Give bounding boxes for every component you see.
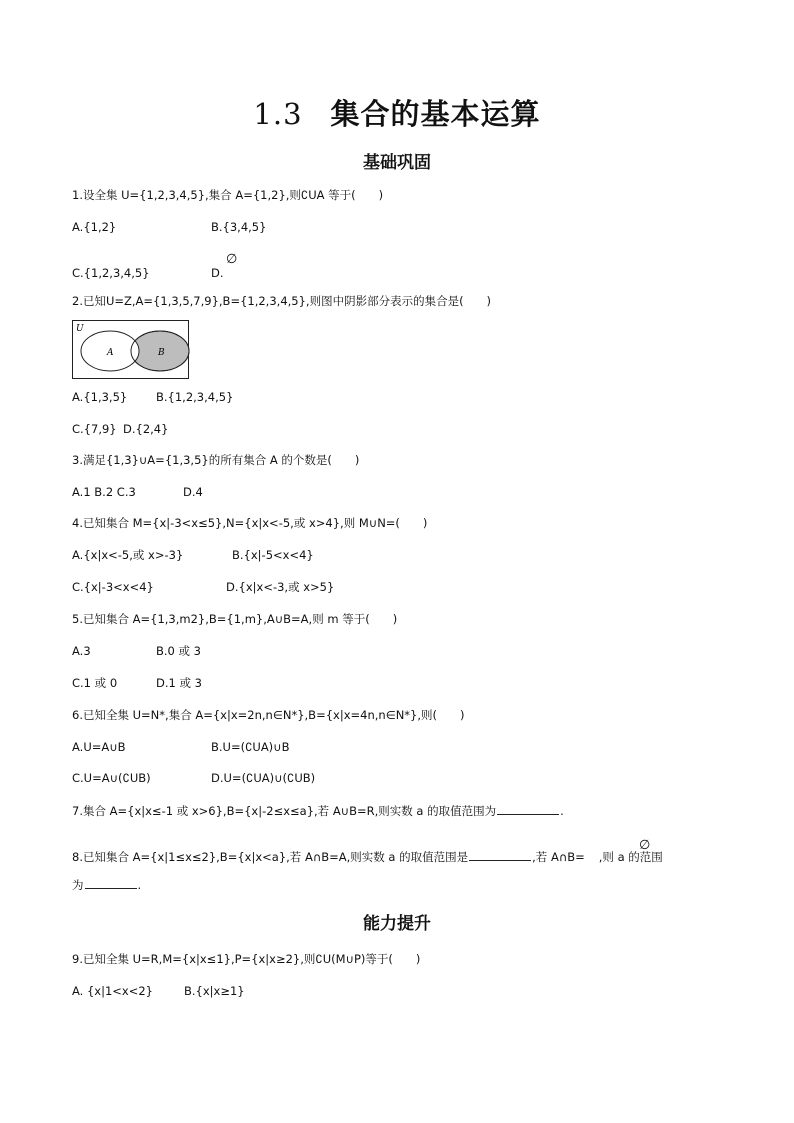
q9-option-b: B.{x|x≥1} [184, 984, 245, 998]
set-a-label: A [107, 348, 114, 358]
q8-emptyset-symbol: ∅ [639, 838, 651, 853]
q8-line2: 为 [72, 878, 84, 892]
question-8-line2 [72, 877, 141, 893]
q4-option-a: A.{x|x<-5,或 x>-3} [72, 548, 184, 562]
question-6: 6.已知全集 U=N*,集合 A={x|x=2n,n∈N*},B={x|x=4n,n∈N*},则( ) [72, 708, 465, 722]
q1-option-b: B.{3,4,5} [211, 220, 267, 234]
q7-stem: 7.集合 A={x|x≤-1 或 x>6},B={x|-2≤x≤a},若 A∪B=R,则实数 a 的取值范围为 [72, 804, 497, 818]
section-heading-advanced: 能力提升 [363, 914, 431, 934]
q2-option-c: C.{7,9} [72, 422, 117, 436]
q7-answer-blank [497, 803, 559, 815]
q3-options-abc: A.1 B.2 C.3 [72, 485, 136, 499]
q1-option-c: C.{1,2,3,4,5} [72, 266, 150, 280]
q7-end: . [560, 804, 564, 818]
q4-option-c: C.{x|-3<x<4} [72, 580, 154, 594]
question-4: 4.已知集合 M={x|-3<x≤5},N={x|x<-5,或 x>4},则 M∪N=( ) [72, 516, 428, 530]
page-title [0, 92, 794, 133]
q1-option-d: D. [211, 266, 224, 280]
q9-option-a: A. {x|1<x<2} [72, 984, 153, 998]
q2-option-d: D.{2,4} [123, 422, 169, 436]
universe-label: U [76, 324, 84, 334]
q6-option-a: A.U=A∪B [72, 740, 126, 754]
q5-option-c: C.1 或 0 [72, 676, 118, 690]
q2-option-a: A.{1,3,5} [72, 390, 128, 404]
q6-option-b: B.U=(∁UA)∪B [211, 740, 290, 754]
q4-option-d: D.{x|x<-3,或 x>5} [226, 580, 335, 594]
q8-part3: ,则 a 的范围 [598, 850, 663, 864]
q8-answer-blank-1 [469, 849, 531, 861]
question-5: 5.已知集合 A={1,3,m2},B={1,m},A∪B=A,则 m 等于( ) [72, 612, 398, 626]
q8-answer-blank-2 [85, 877, 137, 889]
q5-option-d: D.1 或 3 [156, 676, 202, 690]
q5-option-a: A.3 [72, 644, 91, 658]
section-number: 1.3 [253, 97, 303, 131]
question-1: 1.设全集 U={1,2,3,4,5},集合 A={1,2},则∁UA 等于( ) [72, 188, 384, 202]
emptyset-symbol: ∅ [226, 252, 238, 267]
q1-option-a: A.{1,2} [72, 220, 117, 234]
q6-option-c: C.U=A∪(∁UB) [72, 771, 151, 785]
q8-part2: ,若 A∩B= [532, 850, 585, 864]
set-b-label: B [158, 348, 165, 358]
section-heading-basic: 基础巩固 [363, 153, 431, 173]
venn-diagram [72, 320, 190, 380]
question-9: 9.已知全集 U=R,M={x|x≤1},P={x|x≥2},则∁U(M∪P)等于( ) [72, 952, 421, 966]
q3-option-d: D.4 [183, 485, 203, 499]
q5-option-b: B.0 或 3 [156, 644, 201, 658]
q2-option-b: B.{1,2,3,4,5} [156, 390, 234, 404]
question-3: 3.满足{1,3}∪A={1,3,5}的所有集合 A 的个数是( ) [72, 453, 360, 467]
question-2: 2.已知U=Z,A={1,3,5,7,9},B={1,2,3,4,5},则图中阴影部分表示的集合是( ) [72, 294, 492, 308]
title-text: 集合的基本运算 [330, 97, 541, 131]
question-7 [72, 803, 564, 819]
q8-end: . [137, 878, 142, 892]
q8-part1: 8.已知集合 A={x|1≤x≤2},B={x|x<a},若 A∩B=A,则实数 a 的取值范围是 [72, 850, 469, 864]
question-8 [72, 849, 663, 865]
q6-option-d: D.U=(∁UA)∪(∁UB) [211, 771, 316, 785]
q4-option-b: B.{x|-5<x<4} [232, 548, 314, 562]
